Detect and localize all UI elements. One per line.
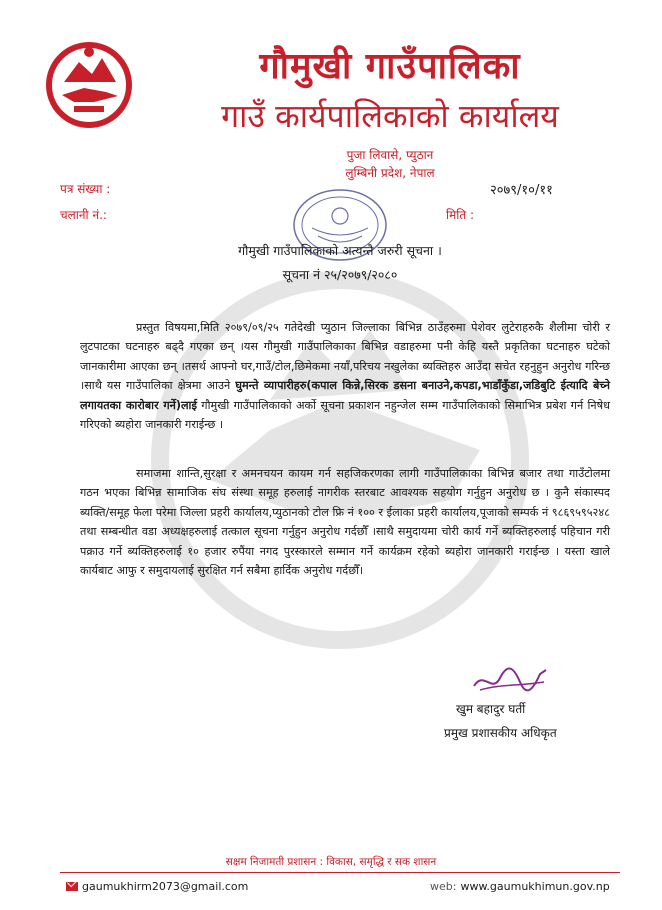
letter-date: २०७९/१०/११ xyxy=(490,183,553,198)
notice-paragraph-2: समाजमा शान्ति,सुरक्षा र अमनचयन कायम गर्न सहजिकरणका लागी गाउँपालिकाका बिभिन्न बजार तथा गाउँटोलमा गठन भएका बिभिन्न सामाजिक संघ संस्था समूह हरुलाई नागरीक स्तरबाट आवश्यक सहयोग गर्नुहुन अनुरोध छ । कुनै संकास्पद ब्यक्ति/समूह फेला परेमा जिल्ला प्रहरी कार्यालय,प्युठानको टोल फ्रि नं १०० र ईलाका प्रहरी कार्यालय,पूजाको सम्पर्क नं ९८६९५९५२४८ तथा सम्बन्धीत वडा अध्यक्षहरुलाई तत्काल सूचना गर्नुहुन अनुरोध गर्दछौँ ।साथै समुदायमा चोरी कार्य गर्ने ब्यक्तिहरुलाई पहिचान गरी पक्राउ गर्ने ब्यक्तिहरुलाई १० हजार रुपैंया नगद पुरस्कारले सम्मान गर्ने कार्यक्रम रहेको ब्यहोरा जानकारी गराईन्छ । यस्ता खाले कार्यबाट आफु र समुदायलाई सुरक्षित गर्न सबैमा हार्दिक अनुरोध गर्दछौँ। xyxy=(80,467,610,578)
notice-paragraph-1 xyxy=(80,318,610,434)
signer-name: खुम बहादुर घर्ती xyxy=(456,702,526,716)
footer-slogan: सक्षम निजामती प्रशासन : विकास, समृद्धि र सक शासन xyxy=(225,856,437,868)
chalani-label: चलानी नं.: xyxy=(60,208,107,222)
email-address[interactable]: gaumukhirm2073@gmail.com xyxy=(82,880,249,893)
nepal-map-watermark-icon xyxy=(150,250,530,670)
footer-email[interactable] xyxy=(66,880,248,893)
nepal-emblem-icon xyxy=(44,40,134,130)
miti-label: मिति : xyxy=(446,208,475,222)
office-title-municipality: गौमुखी गाउँपालिका xyxy=(259,46,521,87)
mail-icon xyxy=(66,882,78,891)
notice-number: सूचना नं २५/२०७९/२०८० xyxy=(282,267,398,282)
footer-website[interactable] xyxy=(430,880,610,893)
signer-title: प्रमुख प्रशासकीय अधिकृत xyxy=(444,726,557,740)
paragraph-1-text-a: प्रस्तुत विषयमा,मिति २०७९/०९/२५ गतेदेखी प्युठान जिल्लाका बिभिन्न ठाउँहरुमा पेशेवर लुटेराहरुकै शैलीमा चोरी र लुटपाटका घटनाहरु बढ्दै गएका छन् ।यस गौमुखी गाउँपालिकाका बिभिन्न वडाहरुमा पनी केहि यस्तै प्रकृतिका घटनाहरु घटेको जानकारीमा आएका छन् ।तसर्थ आफ्नो घर,गाउँ/टोल,छिमेकमा नयाँ,परिचय नखुलेका ब्यक्तिहरु आउँदा सचेत रहनुहुन अनुरोध गरिन्छ ।साथै यस गाउँपालिका क्षेत्रमा आउने xyxy=(80,321,610,393)
paragraph-1-text-b: गौमुखी गाउँपालिकाको अर्को सूचना प्रकाशन नहुन्जेल सम्म गाउँपालिकाको सिमाभित्र प्रबेश गर्न निषेध गरिएको ब्यहोरा जानकारी गराईन्छ । xyxy=(80,398,610,432)
address-line-2: लुम्बिनी प्रदेश, नेपाल xyxy=(345,166,435,180)
address-line-1: पुजा लिवासे, प्युठान xyxy=(346,148,434,162)
office-title-executive: गाउँ कार्यपालिकाको कार्यालय xyxy=(221,97,559,135)
website-url[interactable]: www.gaumukhimun.gov.np xyxy=(460,880,610,893)
patra-sankhya-label: पत्र संख्या : xyxy=(60,182,111,196)
web-label: web: xyxy=(430,880,457,893)
signature-icon xyxy=(470,664,550,698)
notice-subject: गौमुखी गाउँपालिकाको अत्यन्तै जरुरी सूचना । xyxy=(238,243,442,258)
footer-divider xyxy=(60,872,620,873)
paragraph-1-bold-text: घुमन्ते व्यापारीहरु(कपाल किन्ने,सिरक डसना बनाउने,कपडा,भाडाँकुँडा,जडिबुटि ईत्यादि बेच्ने लगायतका कारोबार गर्ने)लाई xyxy=(80,379,610,412)
